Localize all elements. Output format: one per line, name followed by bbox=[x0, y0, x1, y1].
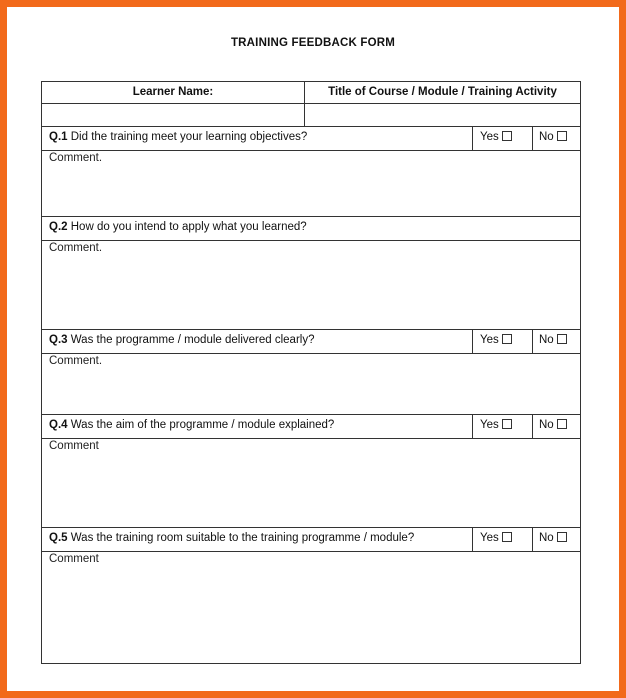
question-row-1 bbox=[42, 127, 580, 151]
comment-label: Comment bbox=[49, 553, 99, 565]
question-label: Was the training room suitable to the training programme / module? bbox=[70, 532, 415, 544]
question-number: Q.3 bbox=[49, 334, 68, 346]
no-checkbox[interactable] bbox=[557, 334, 567, 344]
header-input-row bbox=[42, 104, 580, 127]
comment-label: Comment. bbox=[49, 242, 103, 254]
course-title-label: Title of Course / Module / Training Activity bbox=[328, 86, 557, 98]
question-row-4 bbox=[42, 415, 580, 439]
no-label: No bbox=[539, 334, 554, 346]
comment-label: Comment. bbox=[49, 355, 103, 367]
question-text bbox=[42, 330, 472, 353]
no-label: No bbox=[539, 131, 554, 143]
question-number: Q.4 bbox=[49, 419, 68, 431]
question-number: Q.1 bbox=[49, 131, 68, 143]
no-option[interactable] bbox=[532, 127, 580, 150]
question-row-5 bbox=[42, 528, 580, 552]
yes-option[interactable] bbox=[472, 330, 532, 353]
no-checkbox[interactable] bbox=[557, 131, 567, 141]
yes-label: Yes bbox=[480, 131, 499, 143]
comment-box-2[interactable] bbox=[42, 241, 580, 330]
question-row-2 bbox=[42, 217, 580, 241]
comment-box-3[interactable] bbox=[42, 354, 580, 415]
no-label: No bbox=[539, 532, 554, 544]
yes-checkbox[interactable] bbox=[502, 334, 512, 344]
learner-name-label: Learner Name: bbox=[42, 82, 305, 103]
learner-name-field[interactable] bbox=[42, 104, 305, 126]
question-text bbox=[42, 127, 472, 150]
no-label: No bbox=[539, 419, 554, 431]
comment-box-1[interactable] bbox=[42, 151, 580, 217]
question-number: Q.2 bbox=[49, 221, 68, 233]
no-option[interactable] bbox=[532, 330, 580, 353]
question-text bbox=[42, 217, 580, 240]
course-title-field[interactable] bbox=[305, 104, 580, 126]
feedback-form-table bbox=[41, 81, 581, 664]
yes-checkbox[interactable] bbox=[502, 131, 512, 141]
question-text bbox=[42, 415, 472, 438]
yes-label: Yes bbox=[480, 334, 499, 346]
question-label: How do you intend to apply what you learned? bbox=[70, 221, 307, 233]
yes-checkbox[interactable] bbox=[502, 419, 512, 429]
yes-option[interactable] bbox=[472, 127, 532, 150]
comment-box-5[interactable] bbox=[42, 552, 580, 663]
yes-label: Yes bbox=[480, 532, 499, 544]
no-checkbox[interactable] bbox=[557, 532, 567, 542]
yes-option[interactable] bbox=[472, 415, 532, 438]
yes-checkbox[interactable] bbox=[502, 532, 512, 542]
no-option[interactable] bbox=[532, 528, 580, 551]
question-label: Was the aim of the programme / module explained? bbox=[70, 419, 335, 431]
form-title: TRAINING FEEDBACK FORM bbox=[230, 37, 396, 49]
comment-label: Comment bbox=[49, 440, 99, 452]
comment-box-4[interactable] bbox=[42, 439, 580, 528]
no-option[interactable] bbox=[532, 415, 580, 438]
header-row bbox=[42, 82, 580, 104]
question-row-3 bbox=[42, 330, 580, 354]
question-number: Q.5 bbox=[49, 532, 68, 544]
no-checkbox[interactable] bbox=[557, 419, 567, 429]
question-label: Was the programme / module delivered clearly? bbox=[70, 334, 315, 346]
question-label: Did the training meet your learning objectives? bbox=[70, 131, 308, 143]
yes-label: Yes bbox=[480, 419, 499, 431]
yes-option[interactable] bbox=[472, 528, 532, 551]
question-text bbox=[42, 528, 472, 551]
comment-label: Comment. bbox=[49, 152, 103, 164]
